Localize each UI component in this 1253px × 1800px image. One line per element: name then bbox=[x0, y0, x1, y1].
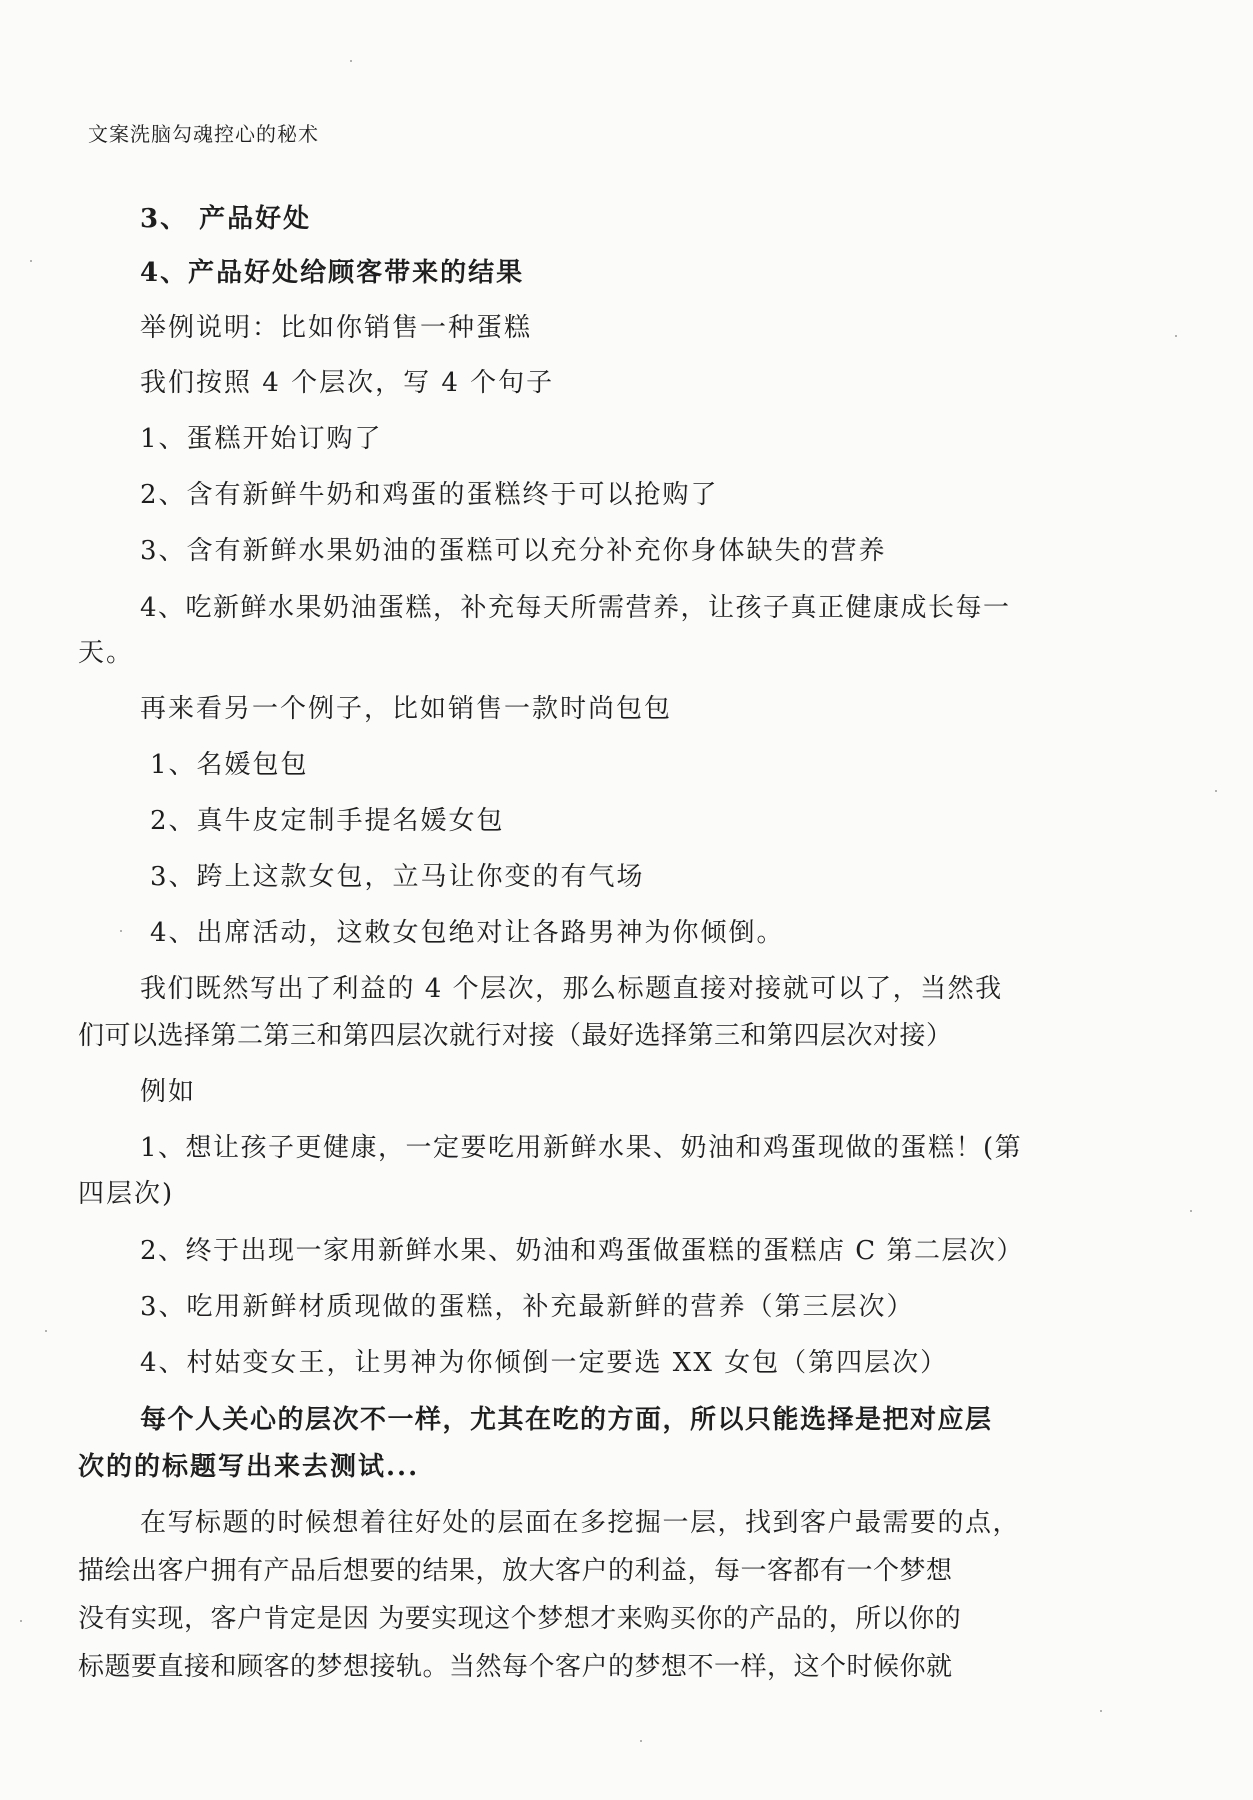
scan-speck bbox=[1190, 1210, 1192, 1212]
text-line: 再来看另一个例子，比如销售一款时尚包包 bbox=[140, 694, 673, 724]
text-line: 例如 bbox=[140, 1077, 197, 1107]
text-line: 3、跨上这款女包，立马让你变的有气场 bbox=[150, 862, 645, 892]
text-line: 1、名媛包包 bbox=[150, 750, 309, 780]
scan-speck bbox=[350, 60, 352, 62]
scan-speck bbox=[45, 1330, 47, 1332]
text-line: 次的的标题写出来去测试... bbox=[78, 1452, 420, 1482]
text-line: 四层次) bbox=[78, 1179, 175, 1209]
scan-speck bbox=[1175, 335, 1177, 337]
text-line: 天。 bbox=[78, 638, 135, 668]
scan-speck bbox=[1215, 790, 1217, 792]
text-line: 标题要直接和顾客的梦想接轨。当然每个客户的梦想不一样，这个时候你就 bbox=[78, 1652, 953, 1682]
text-line: 在写标题的时候想着往好处的层面在多挖掘一层，找到客户最需要的点， bbox=[140, 1508, 1021, 1538]
scan-speck bbox=[120, 930, 122, 932]
text-line: 3、吃用新鲜材质现做的蛋糕，补充最新鲜的营养（第三层次） bbox=[140, 1292, 915, 1322]
scan-speck bbox=[1100, 1710, 1102, 1712]
text-line: 举例说明：比如你销售一种蛋糕 bbox=[140, 313, 533, 343]
text-line: 2、终于出现一家用新鲜水果、奶油和鸡蛋做蛋糕的蛋糕店 C 第二层次） bbox=[140, 1236, 1024, 1266]
text-line: 3、含有新鲜水果奶油的蛋糕可以充分补充你身体缺失的营养 bbox=[140, 536, 887, 566]
text-line: 描绘出客户拥有产品后想要的结果，放大客户的利益，每一客都有一个梦想 bbox=[78, 1556, 953, 1586]
text-line: 2、含有新鲜牛奶和鸡蛋的蛋糕终于可以抢购了 bbox=[140, 480, 719, 510]
scan-speck bbox=[640, 1740, 642, 1742]
text-line: 没有实现，客户肯定是因 为要实现这个梦想才来购买你的产品的，所以你的 bbox=[78, 1604, 962, 1634]
scan-speck bbox=[20, 1620, 22, 1622]
text-line: 4、吃新鲜水果奶油蛋糕，补充每天所需营养，让孩子真正健康成长每一 bbox=[140, 593, 1011, 623]
text-line: 4、出席活动，这敕女包绝对让各路男神为你倾倒。 bbox=[150, 918, 785, 948]
text-line: 3、 产品好处 bbox=[140, 204, 312, 234]
text-line: 2、真牛皮定制手提名媛女包 bbox=[150, 806, 505, 836]
page-header: 文案洗脑勾魂控心的秘术 bbox=[88, 122, 319, 146]
text-line: 我们按照 4 个层次，写 4 个句子 bbox=[140, 368, 555, 398]
text-line: 1、蛋糕开始订购了 bbox=[140, 424, 383, 454]
text-line: 每个人关心的层次不一样，尤其在吃的方面，所以只能选择是把对应层 bbox=[140, 1405, 993, 1435]
text-line: 1、想让孩子更健康，一定要吃用新鲜水果、奶油和鸡蛋现做的蛋糕！(第 bbox=[140, 1133, 1023, 1163]
scan-speck bbox=[30, 260, 32, 262]
text-line: 4、村姑变女王，让男神为你倾倒一定要选 XX 女包（第四层次） bbox=[140, 1348, 949, 1378]
text-line: 4、产品好处给顾客带来的结果 bbox=[140, 258, 525, 288]
text-line: 我们既然写出了利益的 4 个层次，那么标题直接对接就可以了，当然我 bbox=[140, 974, 1003, 1004]
text-line: 们可以选择第二第三和第四层次就行对接（最好选择第三和第四层次对接） bbox=[78, 1021, 953, 1051]
